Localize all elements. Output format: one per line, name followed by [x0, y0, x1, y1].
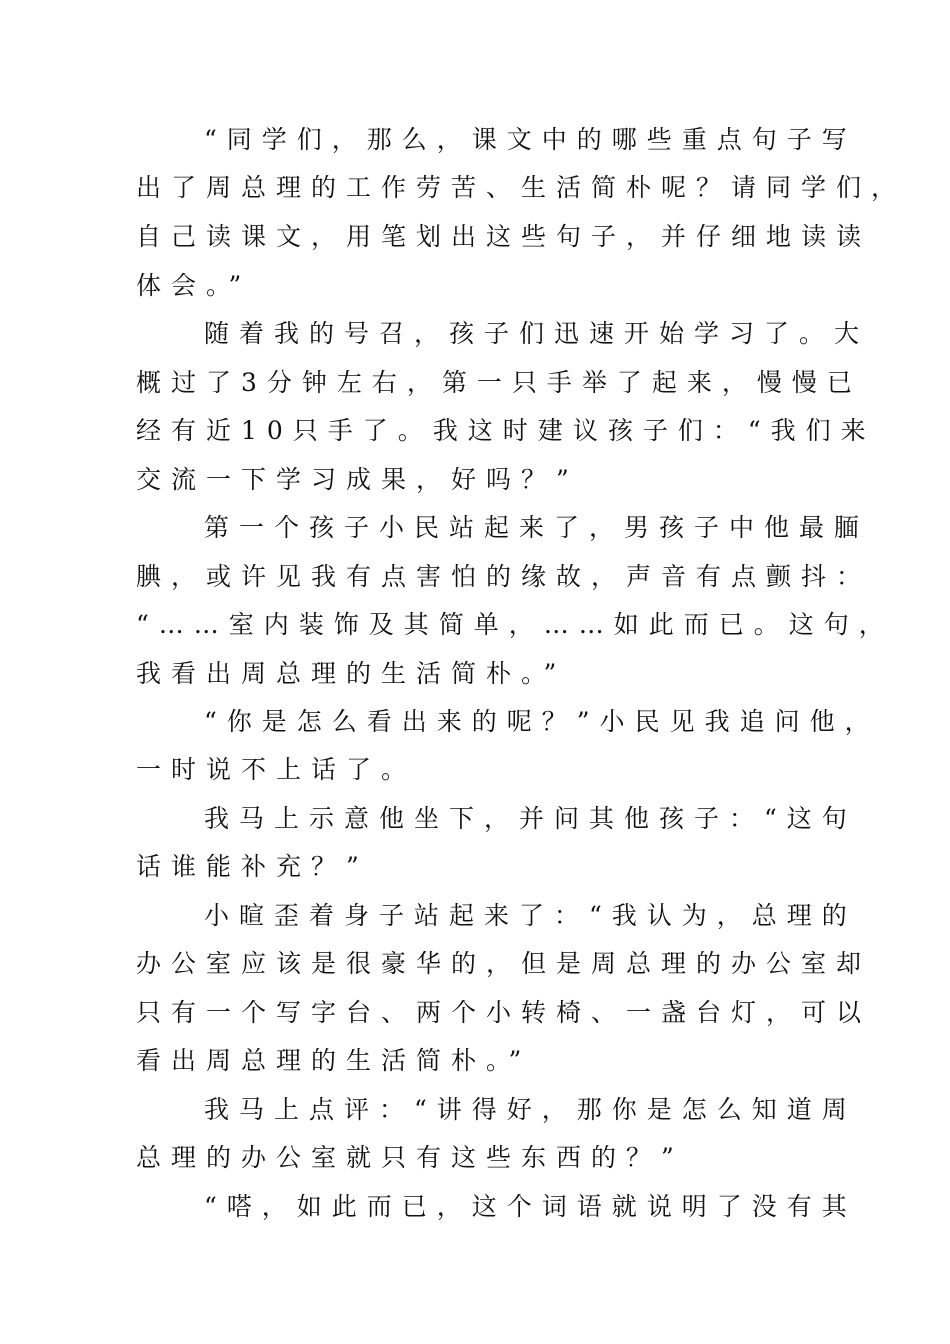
text-line: “……室内装饰及其简单，……如此而已。这句，: [136, 610, 894, 639]
text-line: 小暄歪着身子站起来了：“我认为，总理的: [204, 901, 857, 930]
text-line: 话谁能补充？”: [136, 852, 369, 881]
text-line: 我看出周总理的生活简朴。”: [136, 659, 567, 688]
text-line: 我马上示意他坐下，并问其他孩子：“这句: [204, 804, 857, 833]
text-line: 只有一个写字台、两个小转椅、一盏台灯，可以: [136, 998, 872, 1027]
text-line: 概过了3分钟左右，第一只手举了起来，慢慢已: [136, 368, 862, 397]
text-line: 办公室应该是很豪华的，但是周总理的办公室却: [136, 949, 872, 978]
text-line: 第一个孩子小民站起来了，男孩子中他最腼: [204, 513, 870, 542]
text-line: 腆，或许见我有点害怕的缘故，声音有点颤抖：: [136, 562, 872, 591]
text-line: 我马上点评：“讲得好，那你是怎么知道周: [204, 1095, 857, 1124]
text-line: 看出周总理的生活简朴。”: [136, 1046, 532, 1075]
text-line: 总理的办公室就只有这些东西的？”: [136, 1143, 684, 1172]
text-line: 体会。”: [136, 271, 252, 300]
text-line: “嗒，如此而已，这个词语就说明了没有其: [204, 1192, 857, 1221]
text-line: “你是怎么看出来的呢？”小民见我追问他，: [204, 707, 880, 736]
text-line: 经有近10只手了。我这时建议孩子们：“我们来: [136, 416, 876, 445]
text-line: 交流一下学习成果，好吗？”: [136, 465, 579, 494]
text-line: “同学们，那么，课文中的哪些重点句子写: [204, 125, 857, 154]
text-line: 一时说不上话了。: [136, 755, 417, 784]
text-line: 随着我的号召，孩子们迅速开始学习了。大: [204, 319, 870, 348]
text-line: 自己读课文，用笔划出这些句子，并仔细地读读: [136, 222, 872, 251]
text-line: 出了周总理的工作劳苦、生活简朴呢？请同学们，: [136, 173, 907, 202]
